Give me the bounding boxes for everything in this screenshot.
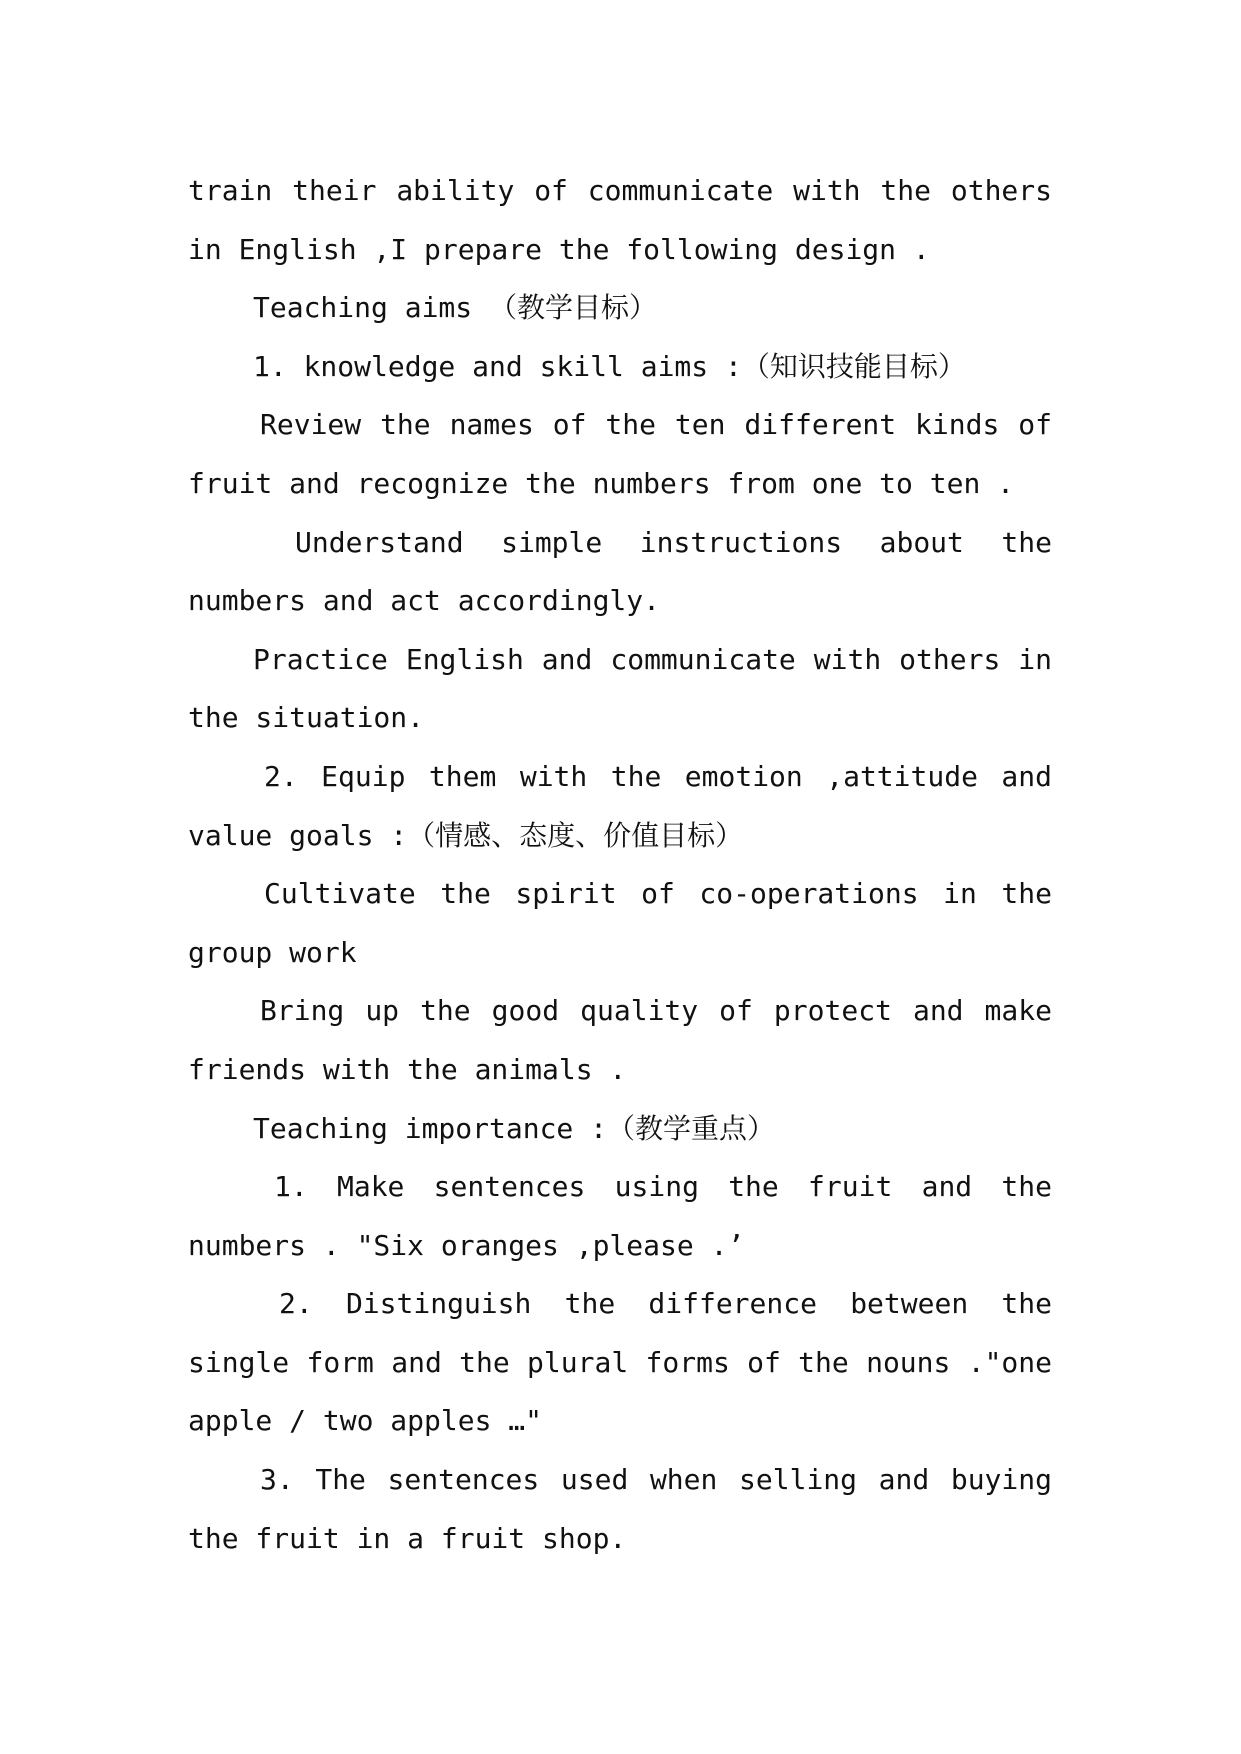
paragraph-importance-2: 2. Distinguish the difference between the single form and the plural forms of the nouns ."one apple / two apples …": [188, 1287, 1052, 1438]
paragraph-intro-continuation: train their ability of communicate with the others in English ,I prepare the following design .: [188, 174, 1052, 266]
heading-teaching-importance: Teaching importance :（教学重点）: [253, 1111, 776, 1145]
heading-knowledge-skill-aims: 1. knowledge and skill aims :（知识技能目标）: [253, 349, 966, 383]
paragraph-review-fruit: Review the names of the ten different kinds of fruit and recognize the numbers from one to ten .: [188, 408, 1052, 500]
paragraph-importance-3: 3. The sentences used when selling and buying the fruit in a fruit shop.: [188, 1463, 1052, 1555]
paragraph-understand-instructions: Understand simple instructions about the numbers and act accordingly.: [188, 525, 1052, 618]
paragraph-cultivate-cooperation: Cultivate the spirit of co-operations in the group work: [188, 877, 1052, 969]
paragraph-importance-1: 1. Make sentences using the fruit and the numbers . "Six oranges ,please .’: [188, 1170, 1052, 1262]
heading-teaching-aims: Teaching aims （教学目标）: [253, 291, 658, 325]
paragraph-practice-english: Practice English and communicate with others in the situation.: [188, 642, 1052, 735]
heading-emotion-goals: 2. Equip them with the emotion ,attitude and value goals :（情感、态度、价值目标）: [188, 759, 1052, 852]
document-body: [188, 162, 1052, 1568]
paragraph-protect-animals: Bring up the good quality of protect and make friends with the animals .: [188, 994, 1052, 1086]
